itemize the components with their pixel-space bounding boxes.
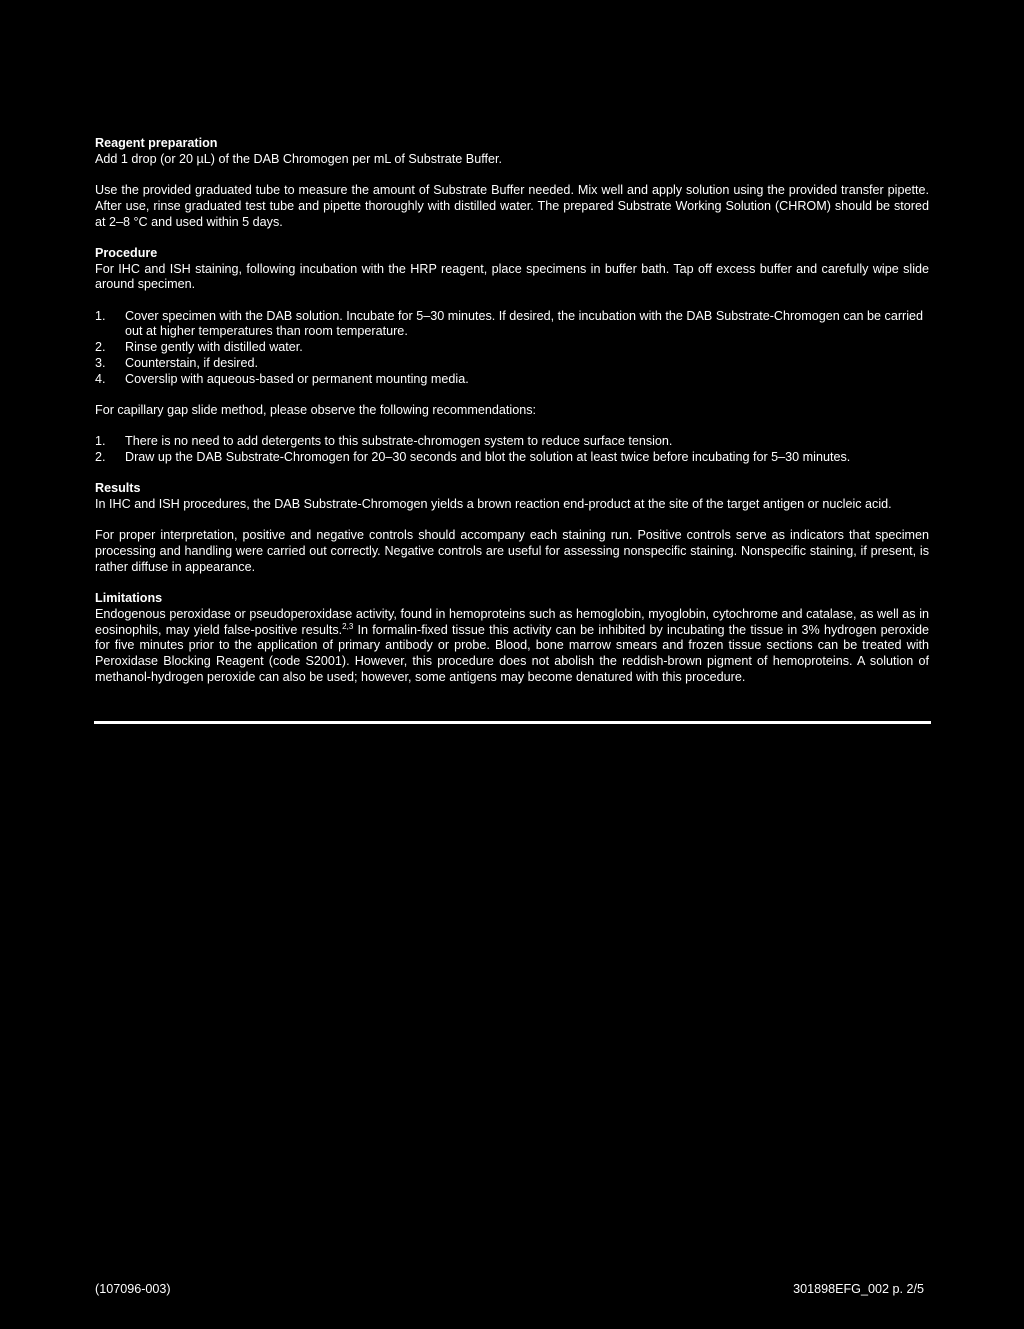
list-item-text: Counterstain, if desired. xyxy=(125,355,259,370)
list-item-text: Coverslip with aqueous-based or permanent mounting media. xyxy=(125,371,469,386)
capillary-gap-text: For capillary gap slide method, please observe the following recommendations: xyxy=(95,402,537,417)
footer-document-code: (107096-003) xyxy=(95,1282,171,1296)
list-item-number: 2. xyxy=(95,449,106,464)
list-item xyxy=(95,356,929,372)
spacer xyxy=(95,419,929,435)
procedure-steps-list xyxy=(95,309,929,388)
reagent-preparation-text-1: Add 1 drop (or 20 µL) of the DAB Chromogen per mL of Substrate Buffer. xyxy=(95,151,502,166)
footer-page-number: 301898EFG_002 p. 2/5 xyxy=(793,1282,924,1296)
capillary-recommendations-list xyxy=(95,434,929,465)
list-item-number: 2. xyxy=(95,340,106,355)
limitations-text xyxy=(95,607,929,686)
list-item xyxy=(95,372,929,388)
list-item xyxy=(95,450,929,466)
spacer xyxy=(95,513,929,529)
spacer xyxy=(95,466,929,482)
spacer xyxy=(95,293,929,309)
section-divider-rule xyxy=(94,721,931,724)
list-item-number: 1. xyxy=(95,308,106,323)
list-item-text: Rinse gently with distilled water. xyxy=(125,340,303,355)
list-item-number: 4. xyxy=(95,371,106,386)
limitations-heading: Limitations xyxy=(95,591,163,606)
limitations-text-part-2: In formalin-fixed tissue this activity can be inhibited by incubating the tissue in 3% hydrogen peroxide for five minutes prior to the application of primary antibody or probe. Blood, bone marrow smears and frozen tissue sections can be treated with Peroxidase Blocking Reagent (code S2001). However, this procedure does not abolish the reddish-brown pigment of hemoproteins. A solution of methanol-hydrogen peroxide can also be used; however, some antigens may become denatured with this procedure. xyxy=(95,622,929,684)
list-item-number: 1. xyxy=(95,434,106,449)
results-text-1: In IHC and ISH procedures, the DAB Substrate-Chromogen yields a brown reaction end-product at the site of the target antigen or nucleic acid. xyxy=(95,497,892,512)
results-text-2: For proper interpretation, positive and negative controls should accompany each staining run. Positive controls serve as indicators that specimen processing and handling were carried out correctly. Negative controls are useful for assessing nonspecific staining. Nonspecific staining, if present, is rather diffuse in appearance. xyxy=(95,528,929,574)
list-item xyxy=(95,340,929,356)
list-item-text: Cover specimen with the DAB solution. Incubate for 5–30 minutes. If desired, the incubation with the DAB Substrate-Chromogen can be carried out at higher temperatures than room temperature. xyxy=(125,308,924,339)
spacer xyxy=(95,167,929,183)
results-heading: Results xyxy=(95,481,141,496)
list-item xyxy=(95,309,929,340)
spacer xyxy=(95,230,929,246)
spacer xyxy=(95,387,929,403)
list-item-text: Draw up the DAB Substrate-Chromogen for 20–30 seconds and blot the solution at least twice before incubating for 5–30 minutes. xyxy=(125,449,851,464)
limitations-text-part-1: Endogenous peroxidase or pseudoperoxidase activity, found in hemoproteins such as hemoglobin, myoglobin, cytochrome and catalase, as well as in eosinophils, may yield false-positive results. xyxy=(95,606,929,637)
reagent-preparation-text-2: Use the provided graduated tube to measure the amount of Substrate Buffer needed. Mix well and apply solution using the provided transfer pipette. After use, rinse graduated test tube and pipette thoroughly with distilled water. The prepared Substrate Working Solution (CHROM) should be stored at 2–8 °C and used within 5 days. xyxy=(95,183,929,229)
citation-superscript: 2,3 xyxy=(342,621,354,631)
procedure-intro-text: For IHC and ISH staining, following incubation with the HRP reagent, place specimens in buffer bath. Tap off excess buffer and carefully wipe slide around specimen. xyxy=(95,261,929,292)
procedure-heading: Procedure xyxy=(95,245,158,260)
list-item-number: 3. xyxy=(95,355,106,370)
list-item xyxy=(95,434,929,450)
reagent-preparation-heading: Reagent preparation xyxy=(95,136,218,150)
list-item-text: There is no need to add detergents to this substrate-chromogen system to reduce surface tension. xyxy=(125,434,673,449)
document-body xyxy=(95,136,929,685)
spacer xyxy=(95,576,929,592)
